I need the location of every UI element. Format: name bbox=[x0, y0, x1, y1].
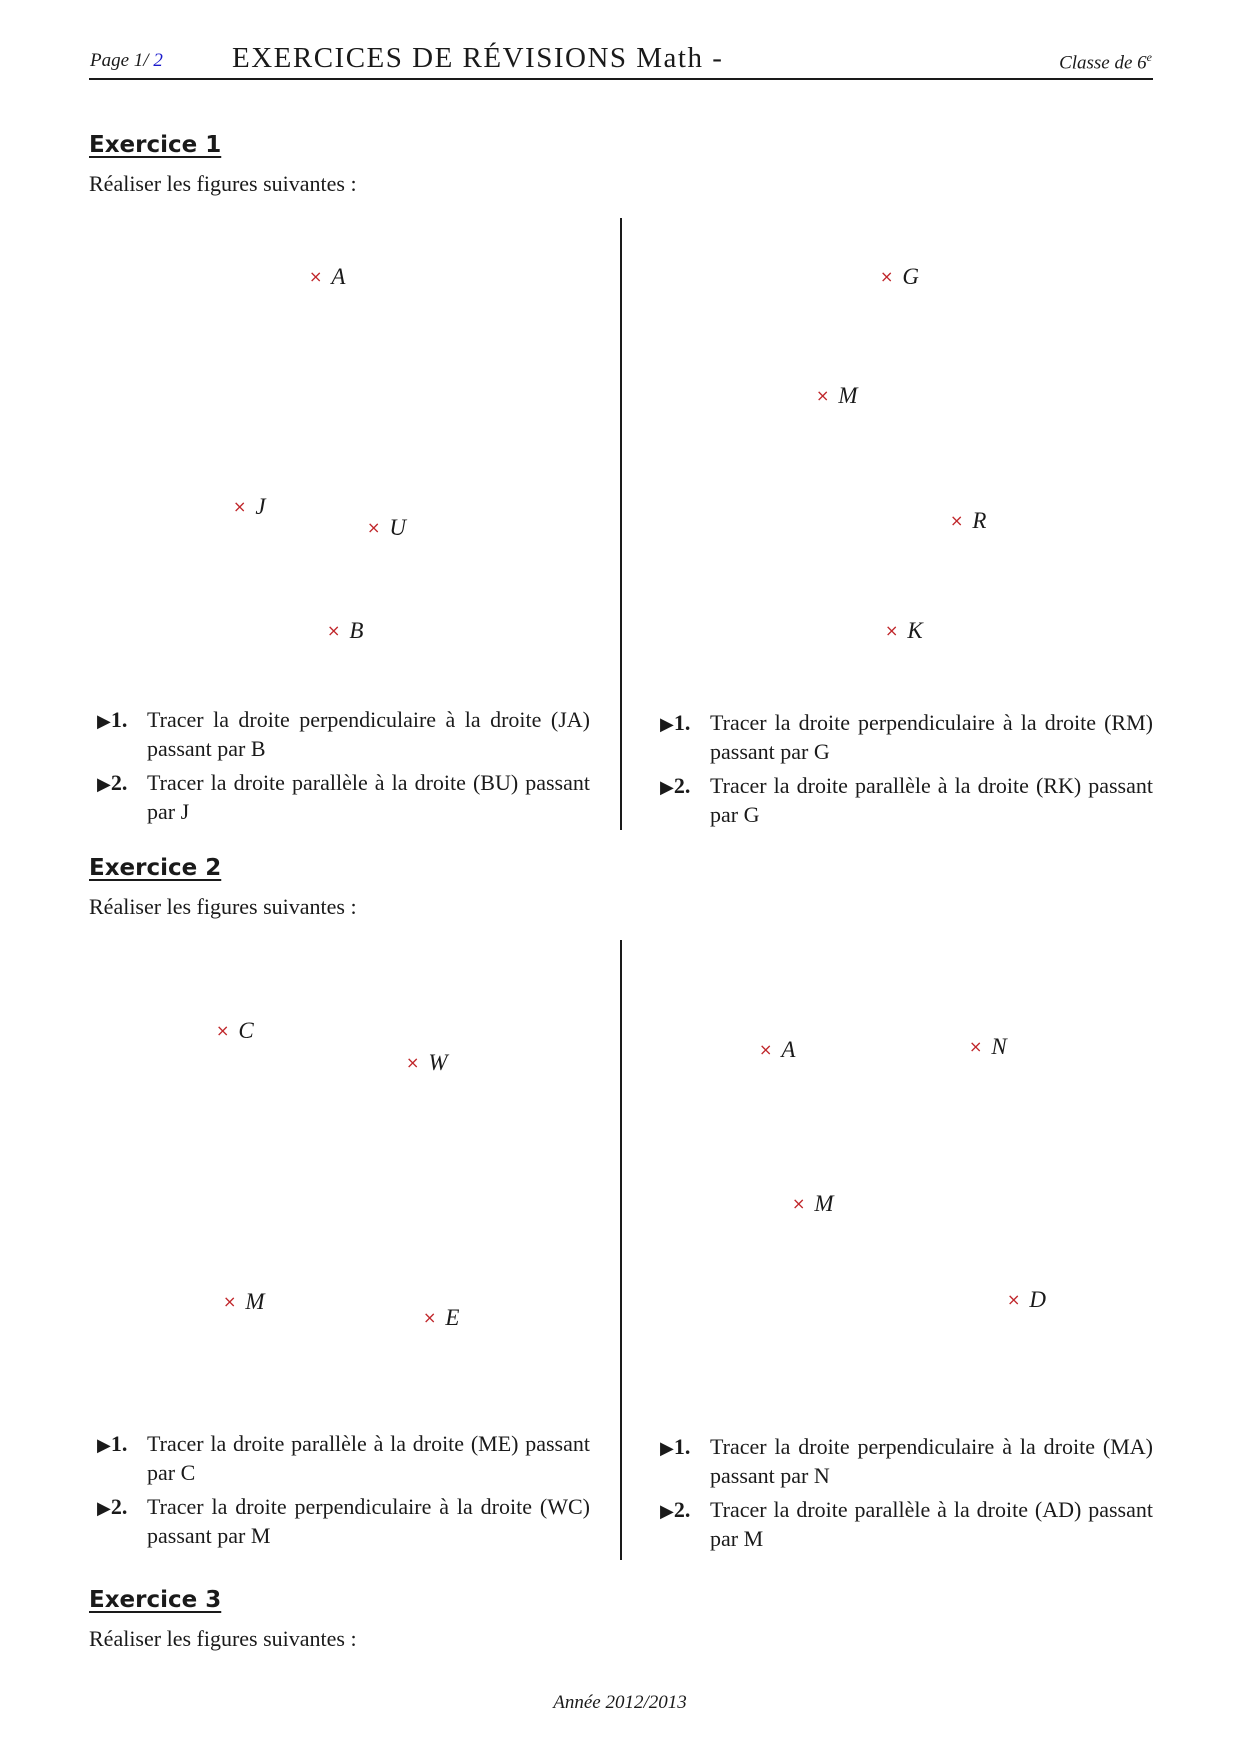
cross-marker-icon: × bbox=[1007, 1290, 1021, 1309]
cross-marker-icon: × bbox=[792, 1194, 806, 1213]
triangle-bullet-icon: ▶ bbox=[97, 1498, 111, 1518]
exercise-2-divider bbox=[620, 940, 622, 1560]
cross-marker-icon: × bbox=[969, 1037, 983, 1056]
exercise-1-title: Exercice 1 bbox=[89, 132, 222, 158]
exercise-1-right-instructions bbox=[653, 708, 1153, 834]
point: × K bbox=[885, 618, 923, 643]
point: × G bbox=[880, 264, 920, 289]
cross-marker-icon: × bbox=[885, 621, 899, 640]
cross-marker-icon: × bbox=[367, 518, 381, 537]
point: × R bbox=[950, 508, 987, 533]
point: × D bbox=[1007, 1287, 1047, 1312]
cross-marker-icon: × bbox=[233, 497, 247, 516]
instruction-item: ▶1. Tracer la droite perpendiculaire à la droite (JA) passant par B bbox=[97, 707, 590, 761]
triangle-bullet-icon: ▶ bbox=[97, 1435, 111, 1455]
exercise-2-right-instructions bbox=[653, 1432, 1153, 1558]
point: × W bbox=[406, 1050, 448, 1075]
point: × M bbox=[816, 383, 858, 408]
cross-marker-icon: × bbox=[216, 1021, 230, 1040]
footer-year: Année 2012/2013 bbox=[553, 1692, 687, 1713]
point: × E bbox=[423, 1305, 460, 1330]
instruction-item: ▶1. Tracer la droite perpendiculaire à la droite (RM) passant par G bbox=[660, 710, 1153, 764]
header-rule bbox=[89, 78, 1153, 80]
cross-marker-icon: × bbox=[423, 1308, 437, 1327]
point: × B bbox=[327, 618, 364, 643]
point: × M bbox=[223, 1289, 265, 1314]
exercise-3-title: Exercice 3 bbox=[89, 1587, 222, 1613]
cross-marker-icon: × bbox=[880, 267, 894, 286]
cross-marker-icon: × bbox=[223, 1292, 237, 1311]
exercise-2-intro: Réaliser les figures suivantes : bbox=[89, 894, 357, 919]
triangle-bullet-icon: ▶ bbox=[660, 1438, 674, 1458]
point: × M bbox=[792, 1191, 834, 1216]
cross-marker-icon: × bbox=[759, 1040, 773, 1059]
point: × C bbox=[216, 1018, 254, 1043]
triangle-bullet-icon: ▶ bbox=[660, 1501, 674, 1521]
instruction-item: ▶2. Tracer la droite perpendiculaire à la droite (WC) passant par M bbox=[97, 1494, 590, 1548]
exercise-1-left-instructions bbox=[90, 705, 590, 831]
triangle-bullet-icon: ▶ bbox=[660, 777, 674, 797]
instruction-item: ▶1. Tracer la droite parallèle à la droite (ME) passant par C bbox=[97, 1431, 590, 1485]
instruction-item: ▶1. Tracer la droite perpendiculaire à la droite (MA) passant par N bbox=[660, 1434, 1153, 1488]
page-total-link[interactable]: 2 bbox=[153, 50, 163, 71]
class-label: Classe de 6e bbox=[1059, 50, 1152, 74]
point: × U bbox=[367, 515, 407, 540]
point: × N bbox=[969, 1034, 1007, 1059]
point: × J bbox=[233, 494, 266, 519]
instruction-item: ▶2. Tracer la droite parallèle à la droite (BU) passant par J bbox=[97, 770, 590, 824]
instruction-item: ▶2. Tracer la droite parallèle à la droite (RK) passant par G bbox=[660, 773, 1153, 827]
triangle-bullet-icon: ▶ bbox=[97, 774, 111, 794]
document-title: EXERCICES DE RÉVISIONS Math - bbox=[232, 42, 724, 74]
exercise-2-left-instructions bbox=[90, 1429, 590, 1555]
page-number: Page 1/ 2 bbox=[90, 50, 163, 71]
exercise-2-title: Exercice 2 bbox=[89, 855, 222, 881]
exercise-1-divider bbox=[620, 218, 622, 830]
triangle-bullet-icon: ▶ bbox=[660, 714, 674, 734]
cross-marker-icon: × bbox=[309, 267, 323, 286]
point: × A bbox=[759, 1037, 796, 1062]
cross-marker-icon: × bbox=[327, 621, 341, 640]
instruction-item: ▶2. Tracer la droite parallèle à la droite (AD) passant par M bbox=[660, 1497, 1153, 1551]
cross-marker-icon: × bbox=[816, 386, 830, 405]
cross-marker-icon: × bbox=[406, 1053, 420, 1072]
cross-marker-icon: × bbox=[950, 511, 964, 530]
point: × A bbox=[309, 264, 346, 289]
exercise-1-intro: Réaliser les figures suivantes : bbox=[89, 171, 357, 196]
triangle-bullet-icon: ▶ bbox=[97, 711, 111, 731]
exercise-3-intro: Réaliser les figures suivantes : bbox=[89, 1626, 357, 1651]
